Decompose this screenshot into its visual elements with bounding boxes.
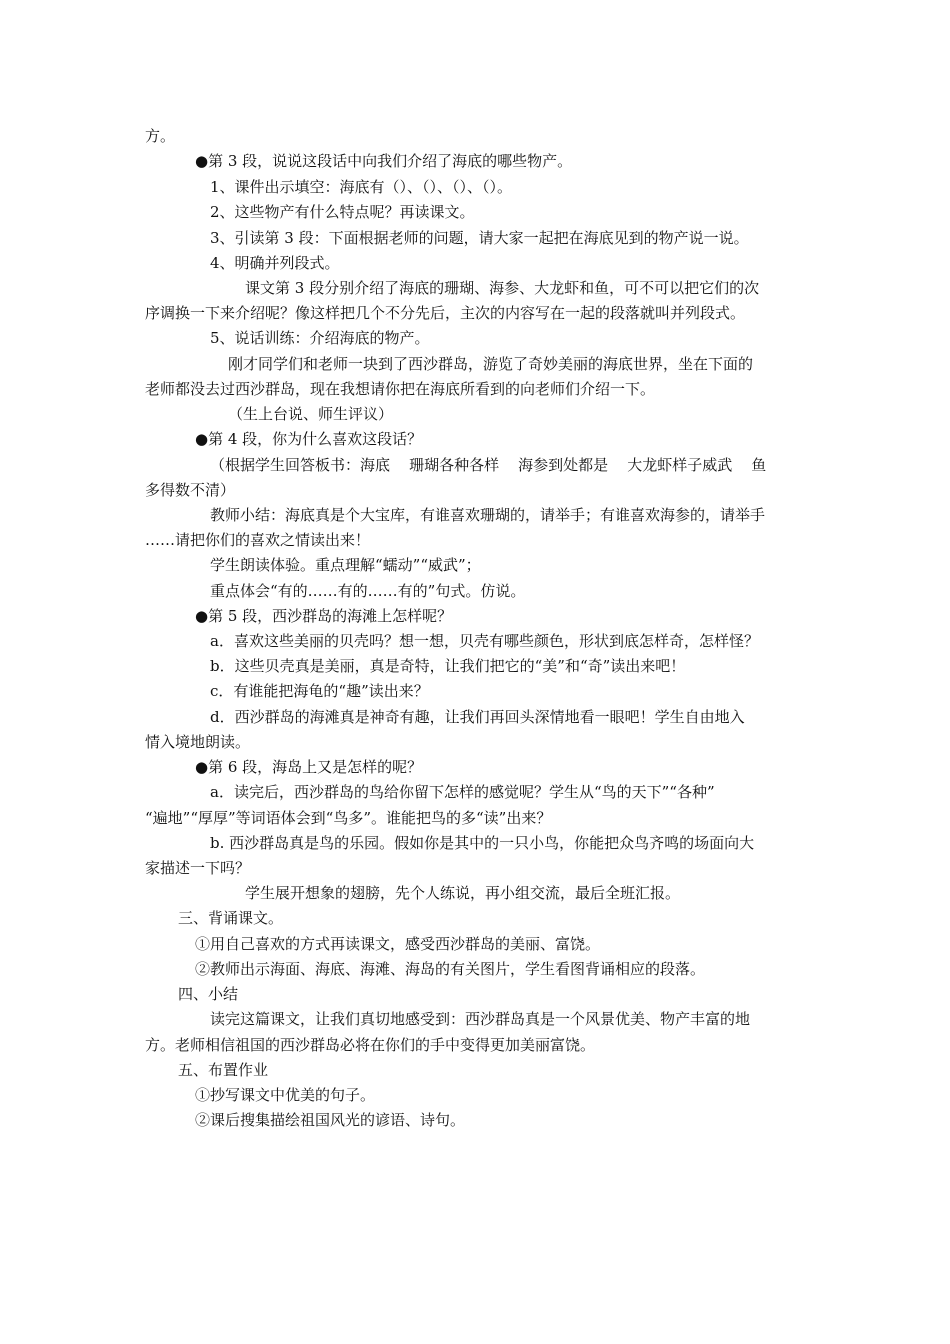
text-line: 1、课件出示填空：海底有（）、（）、（）、（）。 [210, 178, 513, 196]
text-line: c．有谁能把海龟的“趣”读出来？ [210, 682, 429, 700]
text-line: ②教师出示海面、海底、海滩、海岛的有关图片，学生看图背诵相应的段落。 [195, 960, 706, 978]
section-heading: 四、小结 [178, 985, 239, 1003]
text-line: 家描述一下吗？ [145, 859, 251, 877]
text-line: 老师都没去过西沙群岛，现在我想请你把在海底所看到的向老师们介绍一下。 [145, 380, 656, 398]
section-heading: 三、背诵课文。 [178, 909, 284, 927]
text-line: ①抄写课文中优美的句子。 [195, 1086, 376, 1104]
text-line: d．西沙群岛的海滩真是神奇有趣，让我们再回头深情地看一眼吧！学生自由地入 [210, 708, 745, 726]
text-line: b. 西沙群岛真是鸟的乐园。假如你是其中的一只小鸟，你能把众鸟齐鸣的场面向大 [210, 834, 755, 852]
text-line: 2、这些物产有什么特点呢？再读课文。 [210, 203, 475, 221]
text-line: b．这些贝壳真是美丽，真是奇特，让我们把它的“美”和“奇”读出来吧！ [210, 657, 686, 675]
text-line: 读完这篇课文，让我们真切地感受到：西沙群岛真是一个风景优美、物产丰富的地 [210, 1010, 751, 1028]
text-line: 重点体会“有的……有的……有的”句式。仿说。 [210, 582, 526, 600]
text-line: 课文第 3 段分别介绍了海底的珊瑚、海参、大龙虾和鱼，可不可以把它们的次 [245, 279, 760, 297]
text-line: ……请把你们的喜欢之情读出来！ [145, 531, 371, 549]
text-line: 序调换一下来介绍呢？像这样把几个不分先后，主次的内容写在一起的段落就叫并列段式。 [145, 304, 746, 322]
text-line: 教师小结：海底真是个大宝库，有谁喜欢珊瑚的，请举手；有谁喜欢海参的，请举手 [210, 506, 766, 524]
text-line: 方。老师相信祖国的西沙群岛必将在你们的手中变得更加美丽富饶。 [145, 1036, 596, 1054]
text-line: （生上台说、师生评议） [228, 405, 394, 423]
text-line: a．喜欢这些美丽的贝壳吗？想一想，贝壳有哪些颜色，形状到底怎样奇，怎样怪？ [210, 632, 759, 650]
text-line: 多得数不清） [145, 481, 236, 499]
section-heading: 五、布置作业 [178, 1061, 269, 1079]
text-line: 情入境地朗读。 [145, 733, 251, 751]
text-line: 4、明确并列段式。 [210, 254, 340, 272]
text-line: 刚才同学们和老师一块到了西沙群岛，游览了奇妙美丽的海底世界，坐在下面的 [228, 355, 754, 373]
text-line: （根据学生回答板书：海底 珊瑚各种各样 海参到处都是 大龙虾样子威武 鱼 [210, 456, 767, 474]
section-heading: ●第 3 段，说说这段话中向我们介绍了海底的哪些物产。 [195, 152, 573, 170]
text-line: ①用自己喜欢的方式再读课文，感受西沙群岛的美丽、富饶。 [195, 935, 601, 953]
text-line: “遍地”“厚厚”等词语体会到“鸟多”。谁能把鸟的多“读”出来？ [145, 809, 552, 827]
section-heading: ●第 4 段，你为什么喜欢这段话？ [195, 430, 423, 448]
text-line: 学生朗读体验。重点理解“蠕动”“威武”； [210, 556, 481, 574]
text-line: 3、引读第 3 段：下面根据老师的问题，请大家一起把在海底见到的物产说一说。 [210, 229, 749, 247]
text-line: 5、说话训练：介绍海底的物产。 [210, 329, 430, 347]
text-line: 学生展开想象的翅膀，先个人练说，再小组交流，最后全班汇报。 [245, 884, 681, 902]
text-line: 方。 [145, 127, 176, 145]
text-line: a．读完后，西沙群岛的鸟给你留下怎样的感觉呢？学生从“鸟的天下”“各种” [210, 783, 715, 801]
text-line: ②课后搜集描绘祖国风光的谚语、诗句。 [195, 1111, 466, 1129]
section-heading: ●第 5 段，西沙群岛的海滩上怎样呢？ [195, 607, 453, 625]
section-heading: ●第 6 段，海岛上又是怎样的呢？ [195, 758, 423, 776]
